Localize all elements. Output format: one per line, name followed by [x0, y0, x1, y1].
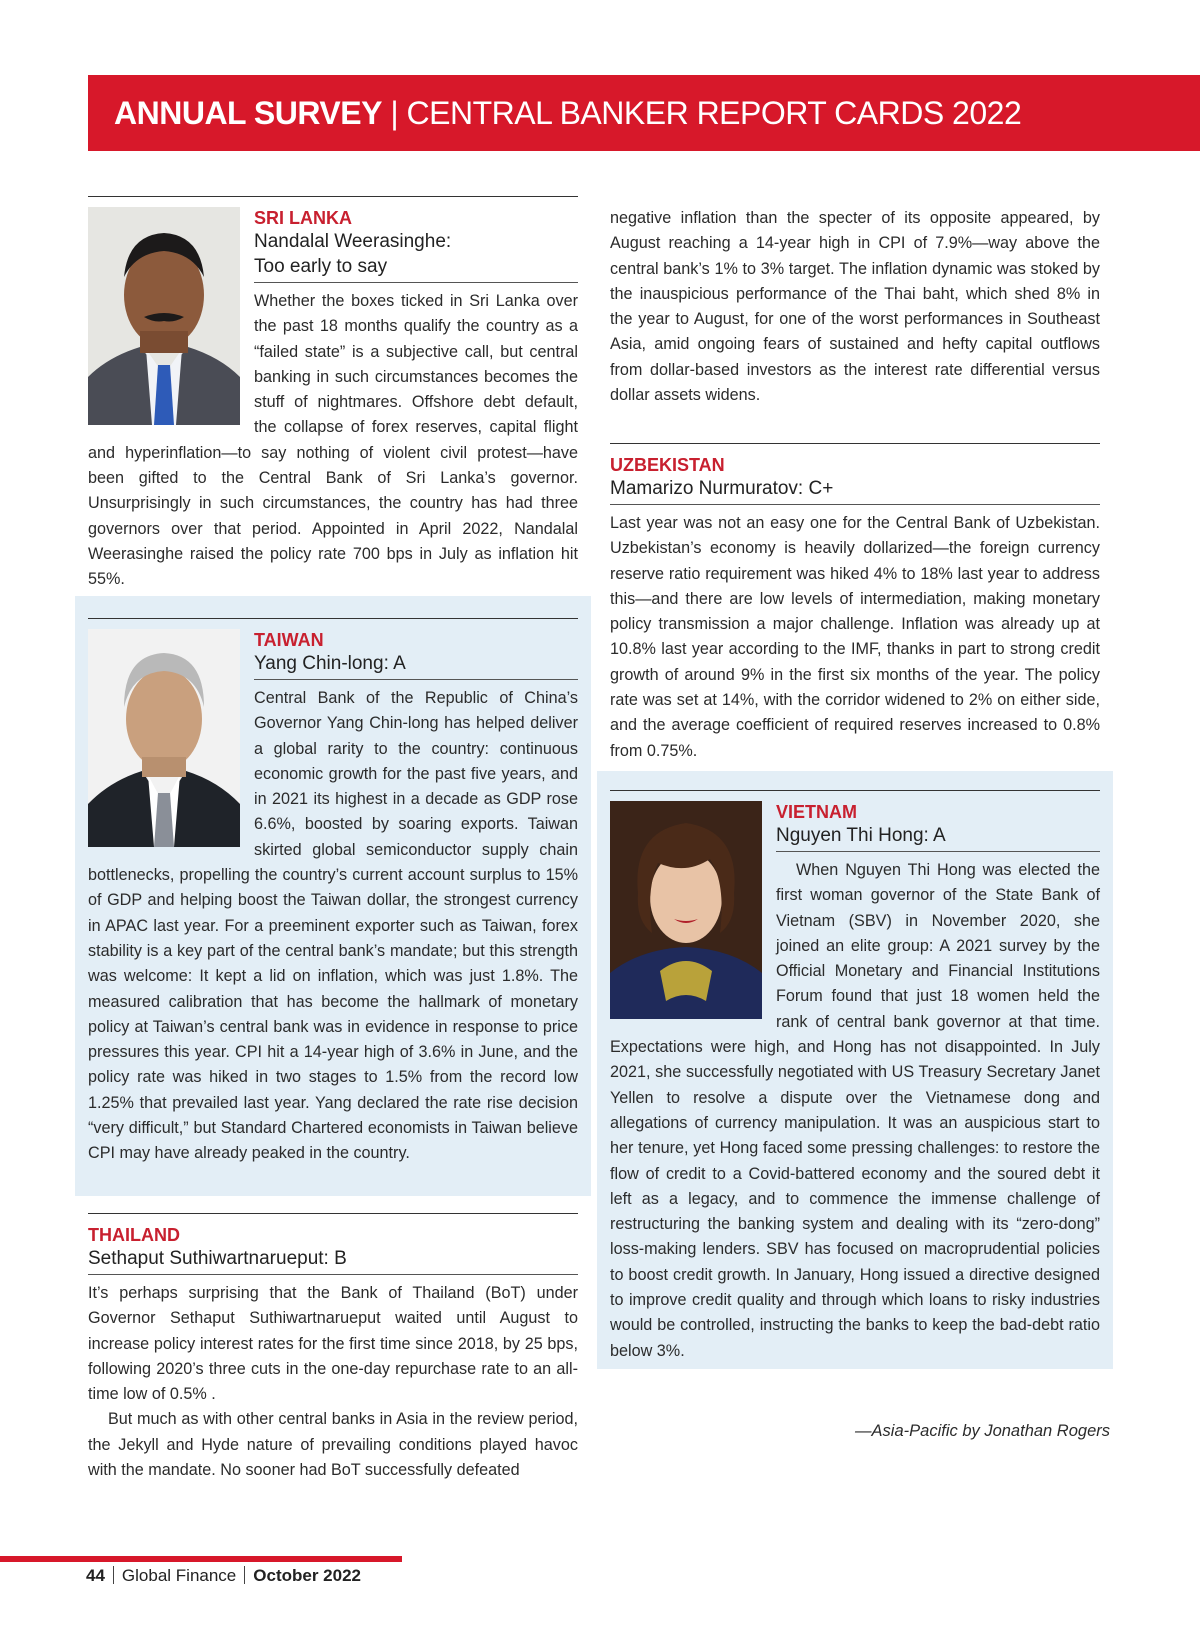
vietnam-article — [610, 790, 1100, 1364]
country-label: THAILAND — [88, 1225, 180, 1245]
governor-name: Mamarizo Nurmuratov: C+ — [610, 478, 834, 499]
article-body: But much as with other central banks in Asia in the review period, the Jekyll and Hyde nature of prevailing conditions played havoc with the mandate. No sooner had BoT successfully defeated — [88, 1410, 578, 1480]
country-label: VIETNAM — [776, 802, 857, 822]
article-body: Central Bank of the Republic of China’s Governor Yang Chin-long has helped deliver a global rarity to the country: continuous economic growth for the past five years, and in 2021 its highest in a decade as GDP rose 6.6%, boosted by soaring exports. Taiwan skirted global semiconductor supply chain bottlenecks, propelling the country’s current account surplus to 15% of GDP and helping boost the Taiwan dollar, the strongest currency in APAC last year. For a preeminent exporter such as Taiwan, forex stability is a key part of the central bank’s mandate; but this strength was welcome: It kept a lid on inflation, which was just 1.8%. The measured calibration that has become the hallmark of monetary policy at Taiwan’s central bank was in evidence in response to price pressures this year. CPI hit a 14-year high of 3.6% in June, and the policy rate was hiked in two stages to 1.5% from the record low 1.25% that prevailed last year. Yang declared the rate rise decision “very difficult,” but Standard Chartered economists in Taiwan believe CPI may have already peaked in the country. — [88, 689, 578, 1163]
governor-name: Nguyen Thi Hong: A — [776, 825, 946, 846]
article-body: When Nguyen Thi Hong was elected the first woman governor of the State Bank of Vietnam (SBV) in November 2020, she joined an elite group: A 2021 survey by the Official Monetary and Financial Institutions Forum found that just 18 women held the rank of central bank governor at that time. Expectations were high, and Hong has not disappointed. In July 2021, she successfully negotiated with US Treasury Secretary Janet Yellen to resolve a dispute over the Vietnamese dong and allegations of currency manipulation. It was an auspicious start to her tenure, yet Hong faced some pressing challenges: to restore the flow of credit to a Covid-battered economy and the soured debt it left as a legacy, and to commence the immense challenge of restructuring the banking system and dealing with its “zero-dong” loss-making lenders. SBV has focused on macroprudential policies to boost credit growth. In January, Hong issued a directive designed to improve credit quality and through which loans to risky industries would be controlled, instructing the banks to keep the bad-debt ratio below 3%. — [610, 861, 1100, 1360]
divider — [244, 1566, 245, 1584]
divider — [610, 504, 1100, 505]
country-label: TAIWAN — [254, 630, 324, 650]
divider — [113, 1566, 114, 1584]
governor-name: Yang Chin-long: A — [254, 653, 406, 674]
article-body: Whether the boxes ticked in Sri Lanka over the past 18 months qualify the country as a “failed state” is a subjective call, but central banking in such circumstances becomes the stuff of nightmares. Offshore debt default, the collapse of forex reserves, capital flight and hyperinflation—to say nothing of violent civil protest—have been gifted to the Central Bank of Sri Lanka’s governor. Unsurprisingly in such circumstances, the country has had three governors over that period. Appointed in April 2022, Nandalal Weerasinghe raised the policy rate 700 bps in July as inflation hit 55%. — [88, 292, 578, 589]
governor-name: Sethaput Suthiwartnarueput: B — [88, 1248, 347, 1269]
divider — [776, 851, 1100, 852]
governor-photo-vietnam — [610, 801, 762, 1019]
banner-title — [88, 95, 1021, 132]
governor-grade: Too early to say — [254, 256, 388, 277]
governor-name: Nandalal Weerasinghe: — [254, 231, 452, 252]
banner-subtitle: CENTRAL BANKER REPORT CARDS 2022 — [406, 94, 1022, 131]
sri-lanka-article — [88, 196, 578, 593]
divider — [254, 282, 578, 283]
banner-separator: | — [390, 94, 399, 131]
section-banner — [88, 75, 1200, 151]
governor-photo-sri-lanka — [88, 207, 240, 425]
country-label: UZBEKISTAN — [610, 455, 725, 475]
publication-name: Global Finance — [121, 1566, 237, 1585]
article-body: It’s perhaps surprising that the Bank of Thailand (BoT) under Governor Sethaput Suthiwartnarueput waited until August to increase policy interest rates for the first time since 2018, by 25 bps, following 2020’s three cuts in the one-day repurchase rate to an all-time low of 0.5% . — [88, 1284, 578, 1404]
governor-photo-taiwan — [88, 629, 240, 847]
article-body: negative inflation than the specter of its opposite appeared, by August reaching a 14-year high in CPI of 7.9%—way above the central bank’s 1% to 3% target. The inflation dynamic was stoked by the inauspicious performance of the Thai baht, which shed 8% in the year to August, for one of the worst performances in Southeast Asia, amid ongoing fears of sustained and hefty capital outflows from dollar-based investors as the interest rate differential versus dollar assets widens. — [610, 209, 1100, 405]
taiwan-article — [88, 618, 578, 1167]
article-body: Last year was not an easy one for the Central Bank of Uzbekistan. Uzbekistan’s economy is heavily dollarized—the foreign currency reserve ratio requirement was hiked 4% to 18% last year to address this—and there are low levels of intermediation, making monetary policy transmission a major challenge. Inflation was already up at 10.8% last year according to the IMF, thanks in part to strong credit growth of around 9% in the first six months of the year. The policy rate was set at 14%, with the corridor widened to 2% on either side, and the average coefficient of required reserves increased to 0.8% from 0.75%. — [610, 514, 1100, 760]
footer-accent-bar — [0, 1556, 402, 1562]
country-label: SRI LANKA — [254, 208, 352, 228]
issue-date: October 2022 — [253, 1566, 361, 1585]
divider — [88, 1274, 578, 1275]
divider — [254, 679, 578, 680]
uzbekistan-article — [610, 443, 1100, 764]
thailand-article — [88, 1213, 578, 1483]
page-footer — [86, 1566, 361, 1586]
page-number: 44 — [86, 1566, 105, 1585]
thailand-continued — [610, 206, 1100, 408]
byline: —Asia-Pacific by Jonathan Rogers — [855, 1422, 1110, 1440]
banner-section: ANNUAL SURVEY — [114, 94, 382, 131]
